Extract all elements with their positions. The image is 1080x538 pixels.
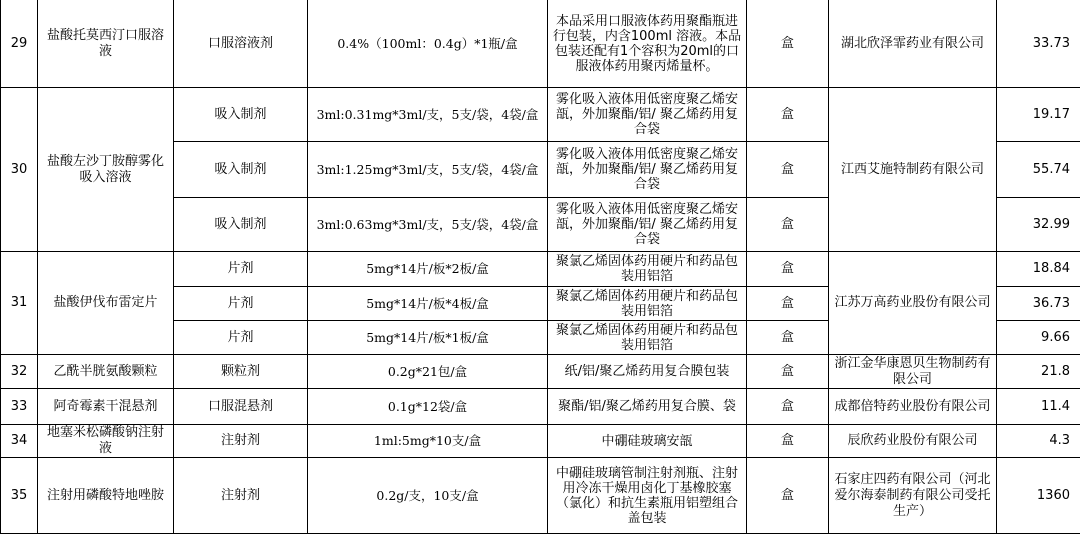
cell-drug-name: 阿奇霉素干混悬剂: [38, 389, 174, 425]
cell-drug-name: 地塞米松磷酸钠注射液: [38, 425, 174, 458]
cell-packaging: 聚氯乙烯固体药用硬片和药品包装用铝箔: [548, 252, 747, 287]
cell-company: 成都倍特药业股份有限公司: [829, 389, 997, 425]
cell-dosage-form: 口服混悬剂: [174, 389, 308, 425]
table-row: [1, 88, 1080, 142]
cell-dosage-form: 吸入制剂: [174, 142, 308, 198]
table-row: [1, 355, 1080, 389]
cell-spec: 0.1g*12袋/盒: [308, 389, 548, 425]
cell-company: 辰欣药业股份有限公司: [829, 425, 997, 458]
cell-packaging: 聚氯乙烯固体药用硬片和药品包装用铝箔: [548, 287, 747, 321]
table-row: [1, 425, 1080, 458]
cell-dosage-form: 注射剂: [174, 425, 308, 458]
table-row: [1, 389, 1080, 425]
cell-packaging: 聚氯乙烯固体药用硬片和药品包装用铝箔: [548, 321, 747, 355]
cell-packaging: 雾化吸入液体用低密度聚乙烯安瓿，外加聚酯/铝/ 聚乙烯药用复合袋: [548, 142, 747, 198]
cell-unit: 盒: [747, 88, 829, 142]
cell-dosage-form: 片剂: [174, 287, 308, 321]
cell-unit: 盒: [747, 287, 829, 321]
cell-price: 19.17: [997, 88, 1080, 142]
cell-unit: 盒: [747, 252, 829, 287]
cell-drug-name: 注射用磷酸特地唑胺: [38, 458, 174, 534]
cell-spec: 3ml:0.63mg*3ml/支，5支/袋，4袋/盒: [308, 198, 548, 252]
cell-dosage-form: 片剂: [174, 321, 308, 355]
cell-packaging: 聚酯/铝/聚乙烯药用复合膜、袋: [548, 389, 747, 425]
cell-spec: 0.2g/支，10支/盒: [308, 458, 548, 534]
cell-no: 31: [1, 252, 38, 355]
cell-price: 18.84: [997, 252, 1080, 287]
cell-unit: 盒: [747, 142, 829, 198]
cell-price: 33.73: [997, 0, 1080, 88]
cell-packaging: 本品采用口服液体药用聚酯瓶进行包装，内含100ml 溶液。本品包装还配有1个容积为20ml的口服液体药用聚丙烯量杯。: [548, 0, 747, 88]
cell-packaging: 雾化吸入液体用低密度聚乙烯安瓿，外加聚酯/铝/ 聚乙烯药用复合袋: [548, 88, 747, 142]
cell-price: 36.73: [997, 287, 1080, 321]
cell-spec: 5mg*14片/板*4板/盒: [308, 287, 548, 321]
cell-company: 湖北欣泽霏药业有限公司: [829, 0, 997, 88]
cell-company: 石家庄四药有限公司（河北爱尔海泰制药有限公司受托生产）: [829, 458, 997, 534]
cell-dosage-form: 颗粒剂: [174, 355, 308, 389]
cell-unit: 盒: [747, 389, 829, 425]
cell-spec: 1ml:5mg*10支/盒: [308, 425, 548, 458]
cell-drug-name: 盐酸左沙丁胺醇雾化吸入溶液: [38, 88, 174, 252]
cell-price: 11.4: [997, 389, 1080, 425]
cell-no: 32: [1, 355, 38, 389]
cell-dosage-form: 注射剂: [174, 458, 308, 534]
cell-drug-name: 盐酸托莫西汀口服溶液: [38, 0, 174, 88]
cell-price: 9.66: [997, 321, 1080, 355]
cell-spec: 5mg*14片/板*1板/盒: [308, 321, 548, 355]
cell-packaging: 雾化吸入液体用低密度聚乙烯安瓿，外加聚酯/铝/ 聚乙烯药用复合袋: [548, 198, 747, 252]
cell-dosage-form: 片剂: [174, 252, 308, 287]
cell-no: 29: [1, 0, 38, 88]
cell-company: 江西艾施特制药有限公司: [829, 88, 997, 252]
cell-price: 4.3: [997, 425, 1080, 458]
cell-unit: 盒: [747, 321, 829, 355]
cell-price: 1360: [997, 458, 1080, 534]
cell-unit: 盒: [747, 355, 829, 389]
cell-dosage-form: 吸入制剂: [174, 88, 308, 142]
cell-company: 江苏万高药业股份有限公司: [829, 252, 997, 355]
cell-spec: 3ml:1.25mg*3ml/支，5支/袋，4袋/盒: [308, 142, 548, 198]
cell-no: 34: [1, 425, 38, 458]
cell-packaging: 纸/铝/聚乙烯药用复合膜包装: [548, 355, 747, 389]
cell-drug-name: 乙酰半胱氨酸颗粒: [38, 355, 174, 389]
cell-no: 35: [1, 458, 38, 534]
cell-spec: 0.2g*21包/盒: [308, 355, 548, 389]
cell-unit: 盒: [747, 0, 829, 88]
cell-packaging: 中硼硅玻璃管制注射剂瓶、注射用冷冻干燥用卤化丁基橡胶塞（氯化）和抗生素瓶用铝塑组合盖包装: [548, 458, 747, 534]
cell-spec: 3ml:0.31mg*3ml/支，5支/袋，4袋/盒: [308, 88, 548, 142]
cell-dosage-form: 吸入制剂: [174, 198, 308, 252]
table-row: [1, 0, 1080, 88]
cell-spec: 0.4%（100ml：0.4g）*1瓶/盒: [308, 0, 548, 88]
cell-price: 55.74: [997, 142, 1080, 198]
cell-packaging: 中硼硅玻璃安瓿: [548, 425, 747, 458]
cell-unit: 盒: [747, 425, 829, 458]
table-row: [1, 252, 1080, 287]
cell-company: 浙江金华康恩贝生物制药有限公司: [829, 355, 997, 389]
cell-spec: 5mg*14片/板*2板/盒: [308, 252, 548, 287]
cell-dosage-form: 口服溶液剂: [174, 0, 308, 88]
table-row: [1, 458, 1080, 534]
cell-price: 21.8: [997, 355, 1080, 389]
cell-price: 32.99: [997, 198, 1080, 252]
cell-unit: 盒: [747, 198, 829, 252]
cell-unit: 盒: [747, 458, 829, 534]
cell-no: 33: [1, 389, 38, 425]
cell-no: 30: [1, 88, 38, 252]
cell-drug-name: 盐酸伊伐布雷定片: [38, 252, 174, 355]
